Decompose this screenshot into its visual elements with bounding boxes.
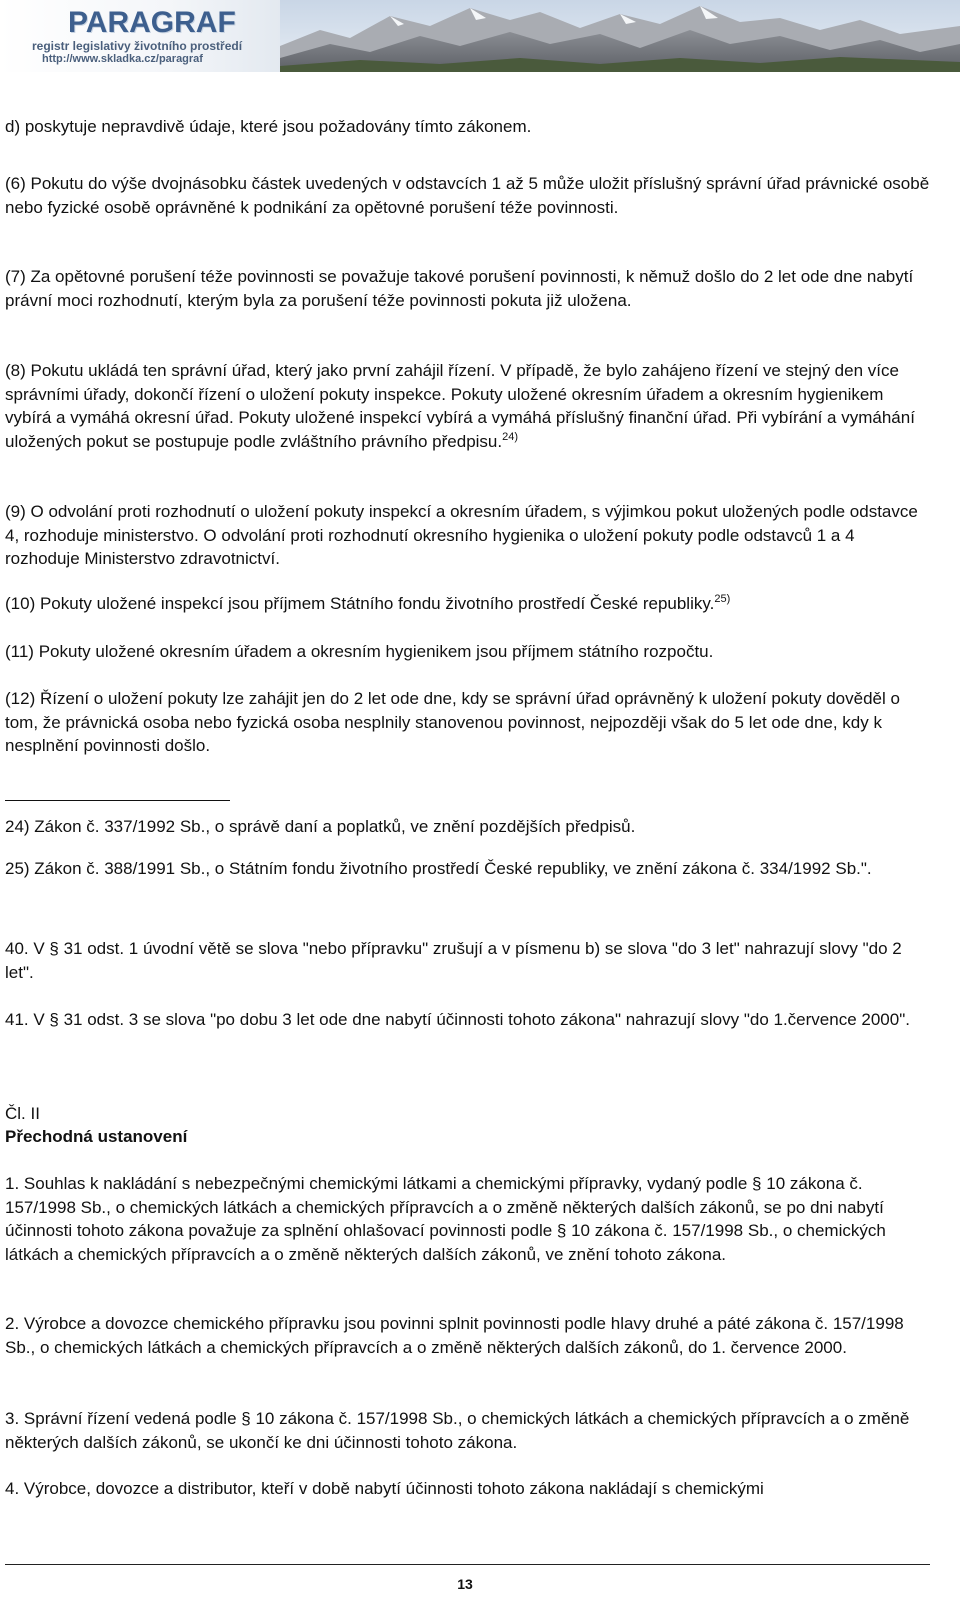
paragraph-10 — [5, 592, 930, 616]
article-title: Přechodná ustanovení — [5, 1127, 188, 1146]
logo-subtitle: registr legislativy životního prostředí — [32, 39, 243, 53]
footnote-ref-25: 25) — [714, 593, 731, 605]
mountain-banner-image — [280, 0, 960, 72]
item-40: 40. V § 31 odst. 1 úvodní větě se slova "nebo přípravku" zrušují a v písmenu b) se slova "do 3 let" nahrazují slovy "do 2 let". — [5, 939, 902, 982]
transition-item-1: 1. Souhlas k nakládání s nebezpečnými chemickými látkami a chemickými přípravky, vydaný podle § 10 zákona č. 157/1998 Sb., o chemických látkách a chemických přípravcích a o změně některých dalších zákonů, se po dni nabytí účinnosti tohoto zákona považuje za splnění ohlašovací povinnosti podle § 10 zákona č. 157/1998 Sb., o chemických látkách a chemických přípravcích a o změně některých dalších zákonů, ve znění tohoto zákona. — [5, 1174, 886, 1264]
footnote-ref-24: 24) — [502, 430, 519, 443]
paragraph-7: (7) Za opětovné porušení téže povinnosti se považuje takové porušení povinnosti, k němuž došlo do 2 let ode dne nabytí právní moci rozhodnutí, kterým byla za porušení téže povinnosti pokuta již uložena. — [5, 267, 914, 310]
logo-url: http://www.skladka.cz/paragraf — [42, 53, 203, 65]
page-header — [0, 0, 960, 72]
paragraph-10-text: (10) Pokuty uložené inspekcí jsou příjmem Státního fondu životního prostředí České republiky. — [5, 594, 715, 613]
footnote-separator — [5, 800, 230, 801]
footnote-24: 24) Zákon č. 337/1992 Sb., o správě daní a poplatků, ve znění pozdějších předpisů. — [5, 817, 636, 836]
paragraf-logo — [0, 0, 280, 72]
paragraph-8 — [5, 359, 930, 453]
footnote-25: 25) Zákon č. 388/1991 Sb., o Státním fondu životního prostředí České republiky, ve znění zákona č. 334/1992 Sb.". — [5, 859, 872, 878]
paragraph-11: (11) Pokuty uložené okresním úřadem a okresním hygienikem jsou příjmem státního rozpočtu. — [5, 642, 714, 661]
article-label: Čl. II — [5, 1104, 40, 1123]
paragraph-9: (9) O odvolání proti rozhodnutí o uložení pokuty inspekcí a okresním úřadem, s výjimkou pokut uložených podle odstavce 4, rozhoduje ministerstvo. O odvolání proti rozhodnutí okresního hygienika o uložení pokuty podle odstavců 1 a 4 rozhoduje Ministerstvo zdravotnictví. — [5, 502, 918, 568]
logo-title: PARAGRAF — [68, 6, 236, 39]
transition-item-3: 3. Správní řízení vedená podle § 10 zákona č. 157/1998 Sb., o chemických látkách a chemických přípravcích a o změně některých dalších zákonů, se ukončí ke dni účinnosti tohoto zákona. — [5, 1409, 910, 1452]
paragraph-6: (6) Pokutu do výše dvojnásobku částek uvedených v odstavcích 1 až 5 může uložit příslušný správní úřad právnické osobě nebo fyzické osobě oprávněné k podnikání za opětovné porušení téže povinnosti. — [5, 174, 930, 217]
transition-item-4: 4. Výrobce, dovozce a distributor, kteří v době nabytí účinnosti tohoto zákona nakládají s chemickými — [5, 1479, 764, 1498]
footer-divider — [5, 1564, 930, 1565]
transition-item-2: 2. Výrobce a dovozce chemického přípravku jsou povinni splnit povinnosti podle hlavy druhé a páté zákona č. 157/1998 Sb., o chemických látkách a chemických přípravcích a o změně některých dalších zákonů, do 1. července 2000. — [5, 1314, 904, 1357]
page-number: 13 — [457, 1576, 473, 1592]
paragraph-d: d) poskytuje nepravdivě údaje, které jsou požadovány tímto zákonem. — [5, 117, 532, 136]
paragraph-12: (12) Řízení o uložení pokuty lze zahájit jen do 2 let ode dne, kdy se správní úřad oprávněný k uložení pokuty dověděl o tom, že právnická osoba nebo fyzická osoba nesplnily stanovenou povinnost, nejpozději však do 5 let ode dne, kdy k nesplnění povinnosti došlo. — [5, 689, 900, 755]
item-41: 41. V § 31 odst. 3 se slova "po dobu 3 let ode dne nabytí účinnosti tohoto zákona" nahrazují slovy "do 1.července 2000". — [5, 1010, 910, 1029]
paragraph-8-text: (8) Pokutu ukládá ten správní úřad, který jako první zahájil řízení. V případě, že bylo zahájeno řízení ve stejný den více správními úřady, dokončí řízení o uložení pokuty inspekce. Pokuty uložené okresním úřadem a okresním hygienikem vybírá a vymáhá okresní úřad. Pokuty uložené inspekcí vybírá a vymáhá příslušný finanční úřad. Při vybírání a vymáhání uložených pokut se postupuje podle zvláštního právního předpisu. — [5, 361, 915, 451]
